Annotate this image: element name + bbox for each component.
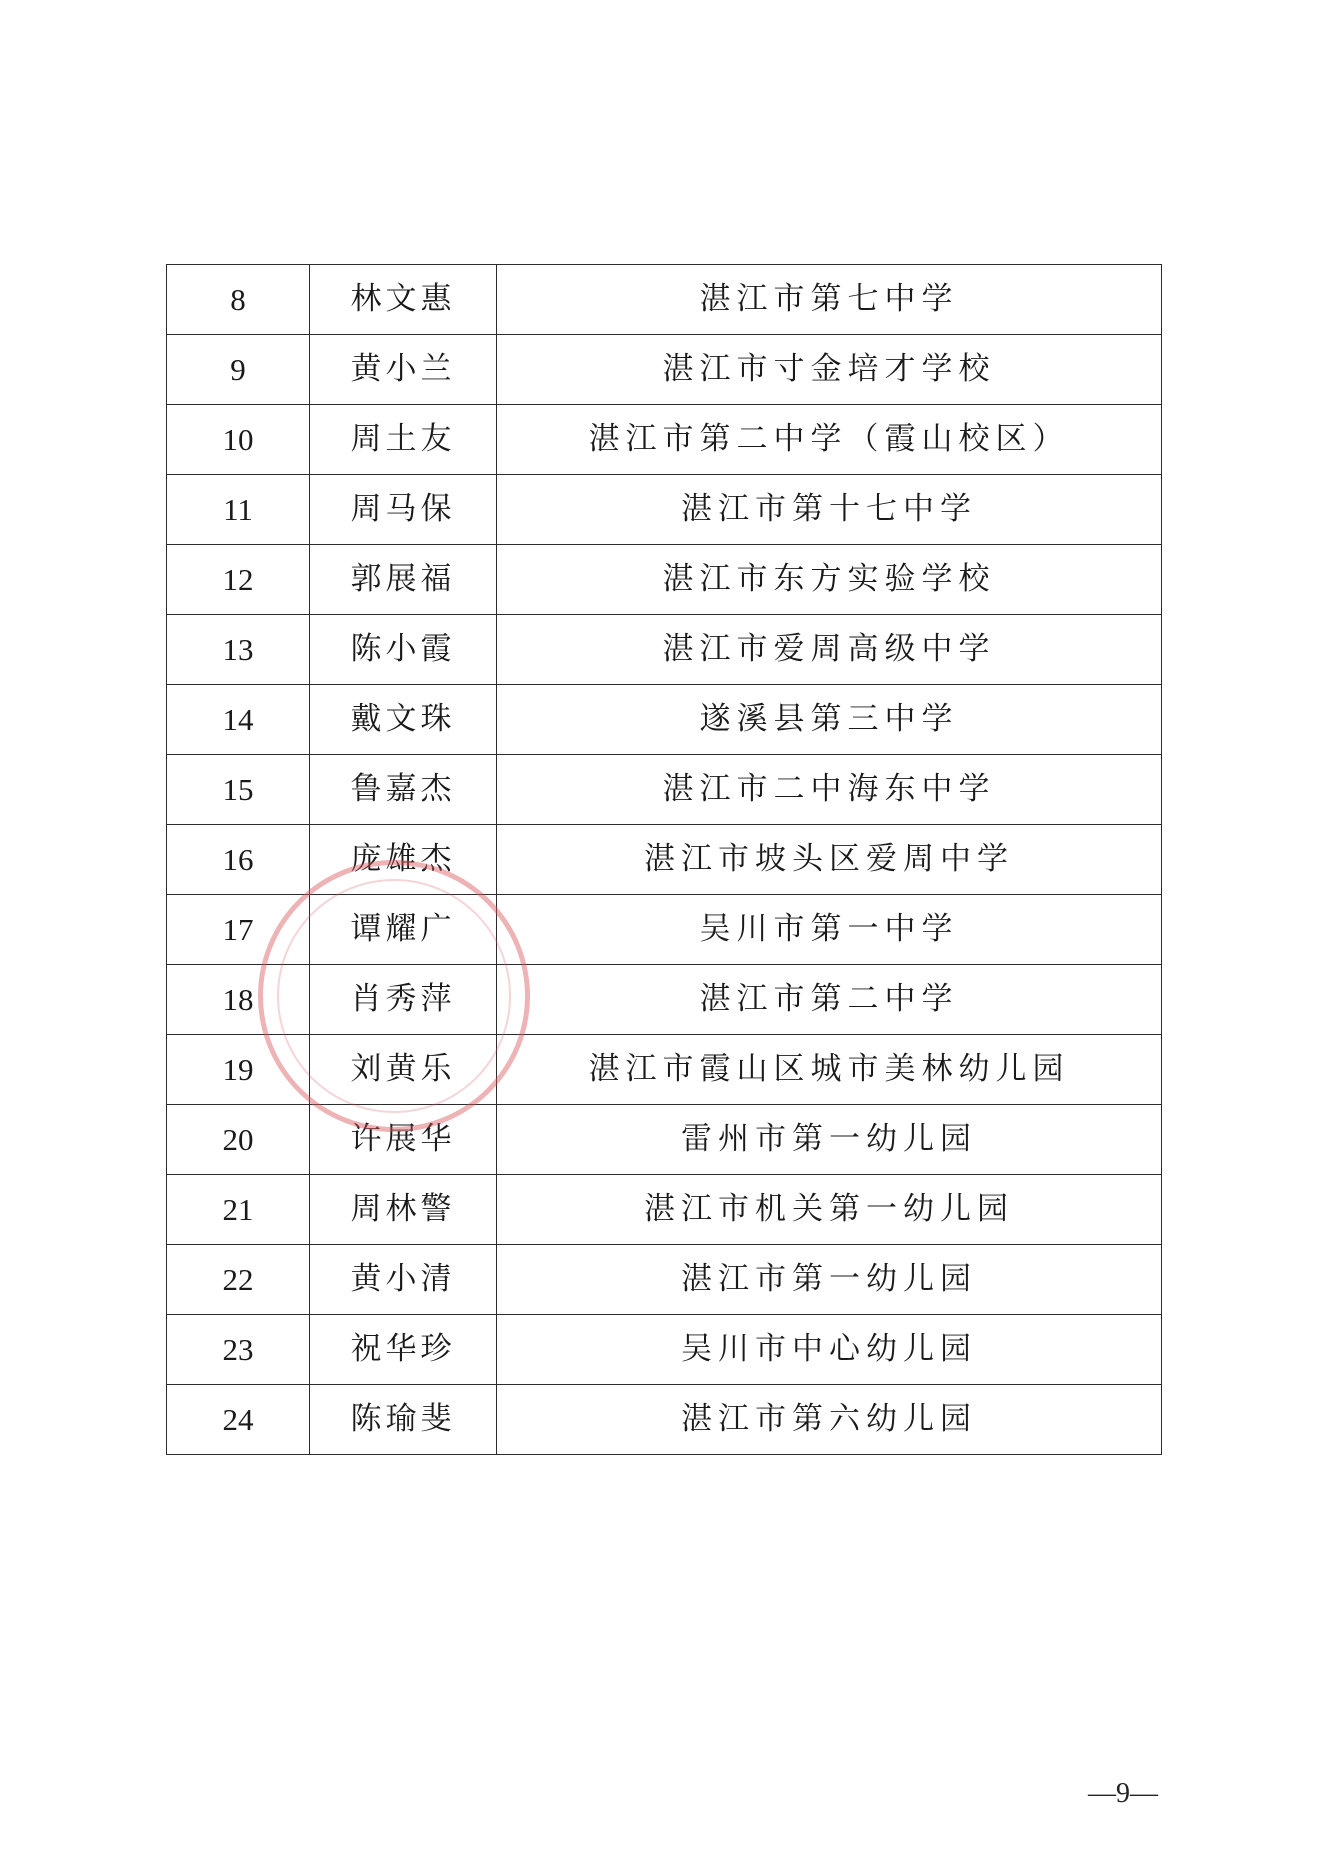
table-row xyxy=(167,825,1162,895)
table-row xyxy=(167,965,1162,1035)
table-row xyxy=(167,475,1162,545)
row-number: 17 xyxy=(167,895,310,965)
school-name: 吴川市第一中学 xyxy=(497,895,1162,965)
row-number: 8 xyxy=(167,265,310,335)
row-number: 15 xyxy=(167,755,310,825)
person-name: 陈瑜斐 xyxy=(310,1385,497,1455)
row-number: 19 xyxy=(167,1035,310,1105)
table-row xyxy=(167,1385,1162,1455)
table-row xyxy=(167,685,1162,755)
person-name: 黄小清 xyxy=(310,1245,497,1315)
row-number: 9 xyxy=(167,335,310,405)
school-name: 湛江市坡头区爱周中学 xyxy=(497,825,1162,895)
row-number: 13 xyxy=(167,615,310,685)
school-name: 湛江市寸金培才学校 xyxy=(497,335,1162,405)
page-number: —9— xyxy=(1088,1778,1158,1809)
table-row xyxy=(167,895,1162,965)
school-name: 湛江市第六幼儿园 xyxy=(497,1385,1162,1455)
person-name: 许展华 xyxy=(310,1105,497,1175)
row-number: 16 xyxy=(167,825,310,895)
person-name: 周土友 xyxy=(310,405,497,475)
person-name: 肖秀萍 xyxy=(310,965,497,1035)
school-name: 吴川市中心幼儿园 xyxy=(497,1315,1162,1385)
school-name: 湛江市第一幼儿园 xyxy=(497,1245,1162,1315)
row-number: 14 xyxy=(167,685,310,755)
table-row xyxy=(167,615,1162,685)
table-row xyxy=(167,405,1162,475)
school-name: 湛江市第二中学 xyxy=(497,965,1162,1035)
row-number: 12 xyxy=(167,545,310,615)
person-name: 陈小霞 xyxy=(310,615,497,685)
person-name: 谭耀广 xyxy=(310,895,497,965)
school-name: 雷州市第一幼儿园 xyxy=(497,1105,1162,1175)
person-name: 林文惠 xyxy=(310,265,497,335)
school-name: 湛江市二中海东中学 xyxy=(497,755,1162,825)
school-name: 湛江市第二中学（霞山校区） xyxy=(497,405,1162,475)
table-row xyxy=(167,1245,1162,1315)
school-name: 湛江市第七中学 xyxy=(497,265,1162,335)
row-number: 10 xyxy=(167,405,310,475)
table-row xyxy=(167,755,1162,825)
row-number: 22 xyxy=(167,1245,310,1315)
table-row xyxy=(167,1105,1162,1175)
row-number: 18 xyxy=(167,965,310,1035)
table-row xyxy=(167,335,1162,405)
table-row xyxy=(167,1035,1162,1105)
school-name: 湛江市霞山区城市美林幼儿园 xyxy=(497,1035,1162,1105)
table-row xyxy=(167,545,1162,615)
school-name: 湛江市东方实验学校 xyxy=(497,545,1162,615)
person-name: 黄小兰 xyxy=(310,335,497,405)
person-name: 鲁嘉杰 xyxy=(310,755,497,825)
person-name: 刘黄乐 xyxy=(310,1035,497,1105)
table-row xyxy=(167,265,1162,335)
person-name: 周马保 xyxy=(310,475,497,545)
school-name: 湛江市机关第一幼儿园 xyxy=(497,1175,1162,1245)
person-name: 郭展福 xyxy=(310,545,497,615)
row-number: 11 xyxy=(167,475,310,545)
table-row xyxy=(167,1315,1162,1385)
row-number: 21 xyxy=(167,1175,310,1245)
person-name: 庞雄杰 xyxy=(310,825,497,895)
school-name: 湛江市爱周高级中学 xyxy=(497,615,1162,685)
roster-table xyxy=(166,264,1162,1455)
roster-table-body xyxy=(167,265,1162,1455)
person-name: 祝华珍 xyxy=(310,1315,497,1385)
school-name: 湛江市第十七中学 xyxy=(497,475,1162,545)
person-name: 戴文珠 xyxy=(310,685,497,755)
person-name: 周林警 xyxy=(310,1175,497,1245)
school-name: 遂溪县第三中学 xyxy=(497,685,1162,755)
row-number: 24 xyxy=(167,1385,310,1455)
row-number: 20 xyxy=(167,1105,310,1175)
row-number: 23 xyxy=(167,1315,310,1385)
table-row xyxy=(167,1175,1162,1245)
